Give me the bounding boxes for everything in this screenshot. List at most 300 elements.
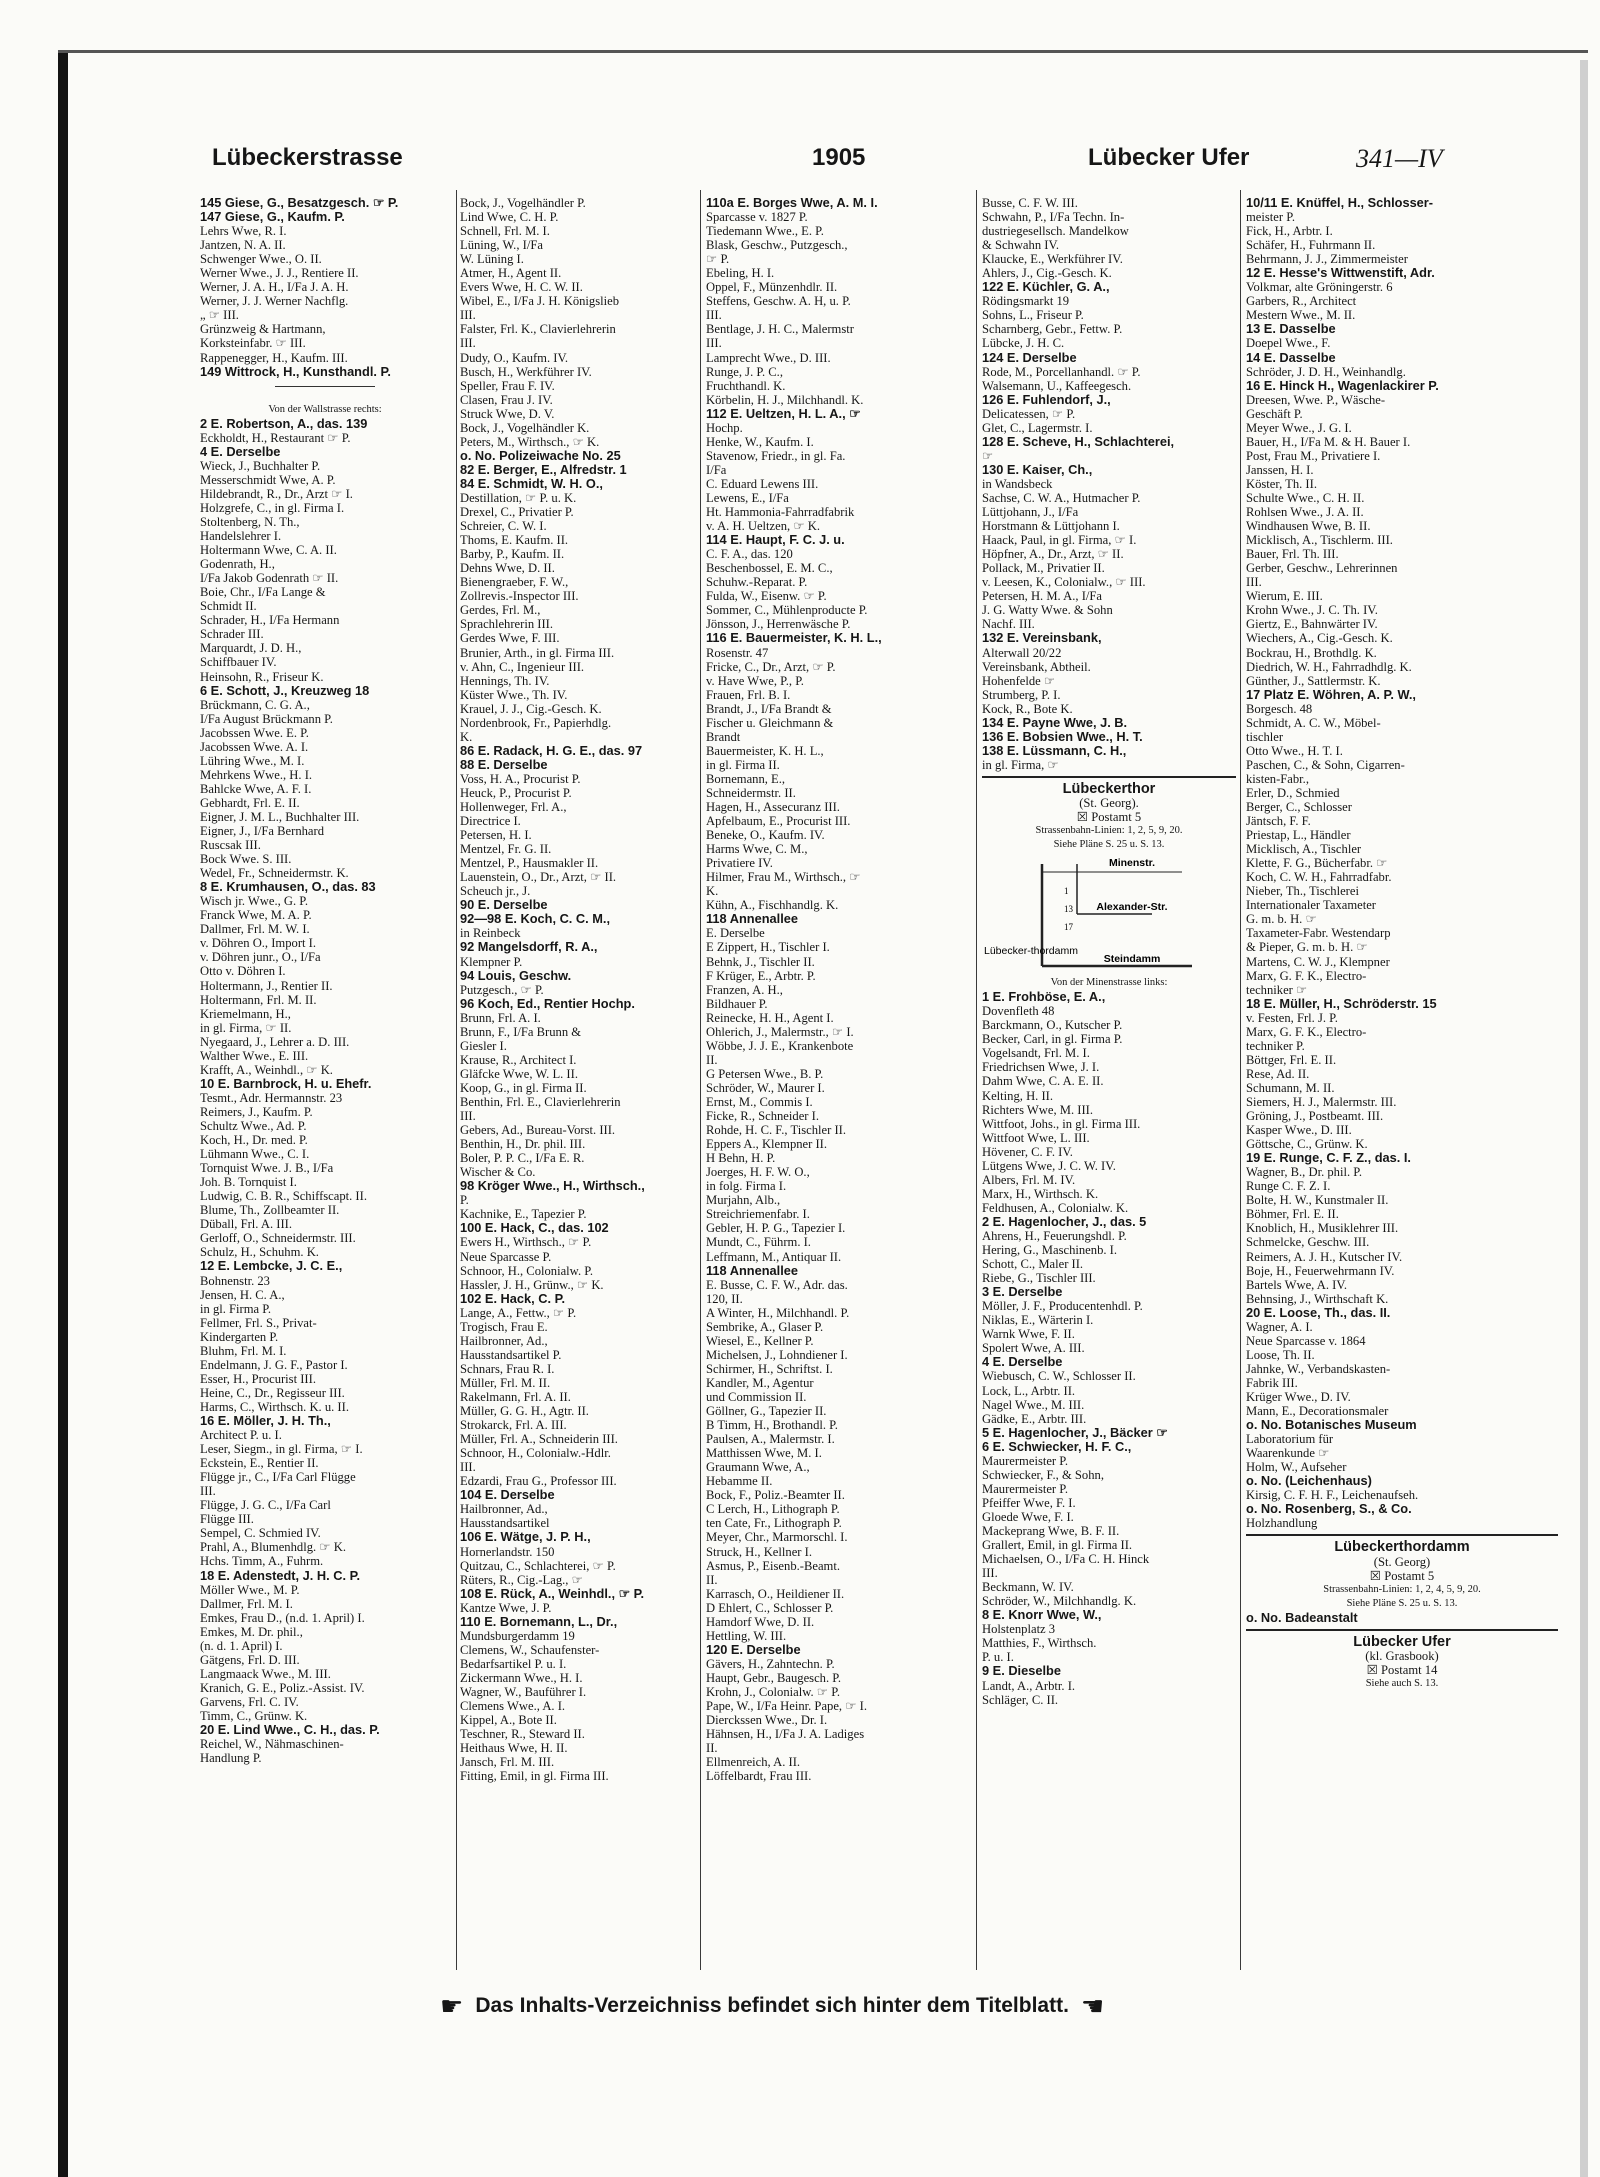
house-entry: 112 E. Ueltzen, H. L. A., ☞ [706, 406, 861, 421]
resident-entry: Voss, H. A., Procurist P. [460, 771, 581, 786]
resident-entry: Küster Wwe., Th. IV. [460, 687, 568, 702]
house-entry: 16 E. Hinck H., Wagenlackirer P. [1246, 378, 1439, 393]
resident-entry: Pollack, M., Privatier II. [982, 561, 1105, 576]
resident-entry: Hailbronner, Ad., [460, 1502, 548, 1517]
resident-entry: Lamprecht Wwe., D. III. [706, 350, 831, 365]
resident-entry: Lühring Wwe., M. I. [200, 753, 305, 768]
house-entry: 116 E. Bauermeister, K. H. L., [706, 631, 882, 646]
resident-entry: II. [706, 1741, 718, 1756]
house-number-label: 13 [1064, 904, 1073, 915]
resident-entry: Micklisch, A., Tischler [1246, 842, 1362, 857]
section-heading: Lübeckerthor [982, 776, 1236, 796]
resident-entry: Erler, D., Schmied [1246, 785, 1340, 800]
resident-entry: Maurermeister P. [982, 1453, 1069, 1468]
resident-entry: Doepel Wwe., F. [1246, 336, 1331, 351]
resident-entry: Neue Sparcasse P. [460, 1249, 552, 1264]
resident-entry: Rakelmann, Frl. A. II. [460, 1389, 571, 1404]
resident-entry: Matthissen Wwe, M. I. [706, 1446, 822, 1461]
header-right-street: Lübecker Ufer [1088, 144, 1250, 171]
resident-entry: Joerges, H. F. W. O., [706, 1165, 810, 1180]
resident-entry: Wiebusch, C. W., Schlosser II. [982, 1369, 1136, 1384]
resident-entry: Riebe, G., Tischler III. [982, 1271, 1096, 1286]
resident-entry: Maurermeister P. [982, 1481, 1069, 1496]
street-map [982, 854, 1236, 974]
resident-entry: Nagel Wwe., M. III. [982, 1397, 1085, 1412]
resident-entry: Busch, H., Werkführer IV. [460, 364, 592, 379]
resident-entry: Ruscsak III. [200, 838, 261, 853]
resident-entry: Kindergarten P. [200, 1329, 279, 1344]
street-bottom-label: Steindamm [1103, 953, 1161, 966]
section-subheading: (St. Georg) [1373, 1554, 1431, 1569]
resident-entry: Rosenstr. 47 [706, 645, 769, 660]
resident-entry: Behnk, J., Tischler II. [706, 954, 815, 969]
resident-entry: Schumann, M. II. [1246, 1080, 1335, 1095]
resident-entry: III. [982, 1566, 998, 1581]
resident-entry: Bahlcke Wwe, A. F. I. [200, 781, 312, 796]
resident-entry: W. Lüning I. [460, 252, 524, 267]
resident-entry: Friedrichsen Wwe, J. I. [982, 1060, 1100, 1075]
resident-entry: Hassler, J. H., Grünw., ☞ K. [460, 1277, 604, 1292]
resident-entry: Marquardt, J. D. H., [200, 641, 302, 656]
resident-entry: Hailbronner, Ad., [460, 1333, 548, 1348]
house-entry: 13 E. Dasselbe [1246, 322, 1336, 337]
resident-entry: Brandt, J., I/Fa Brandt & [706, 701, 832, 716]
resident-entry: v. Leesen, K., Colonialw., ☞ III. [982, 575, 1146, 590]
resident-entry: Klaucke, E., Werkführer IV. [982, 252, 1123, 267]
resident-entry: Kandler, M., Agentur [706, 1375, 814, 1390]
resident-entry: Giertz, E., Bahnwärter IV. [1246, 617, 1378, 632]
resident-entry: Bluhm, Frl. M. I. [200, 1343, 287, 1358]
resident-entry: Sohns, L., Friseur P. [982, 308, 1084, 323]
house-entry: 110 E. Bornemann, L., Dr., [460, 1614, 618, 1629]
resident-entry: Göttsche, C., Grünw. K. [1246, 1137, 1368, 1152]
spacer [200, 393, 450, 403]
resident-entry: v. Have Wwe, P., P. [706, 673, 804, 688]
resident-entry: Falster, Frl. K., Clavierlehrerin [460, 322, 616, 337]
house-entry: 19 E. Runge, C. F. Z., das. I. [1246, 1151, 1411, 1166]
resident-entry: Landt, A., Arbtr. I. [982, 1678, 1076, 1693]
section-subheading: ☒ Postamt 14 [1366, 1662, 1438, 1677]
house-entry: 9 E. Dieselbe [982, 1664, 1061, 1679]
resident-entry: Böttger, Frl. E. II. [1246, 1052, 1337, 1067]
section-note: Strassenbahn-Linien: 1, 2, 4, 5, 9, 20. [1323, 1583, 1481, 1595]
resident-entry: v. Ahn, C., Ingenieur III. [460, 659, 585, 674]
resident-entry: Matthies, F., Wirthsch. [982, 1636, 1097, 1651]
house-entry: o. No. (Leichenhaus) [1246, 1474, 1372, 1489]
resident-entry: Alterwall 20/22 [982, 645, 1062, 660]
resident-entry: Murjahn, Alb., [706, 1193, 781, 1208]
resident-entry: Quitzau, C., Schlachterei, ☞ P. [460, 1558, 616, 1573]
resident-entry: Kachnike, E., Tapezier P. [460, 1207, 587, 1222]
resident-entry: Bauer, H., I/Fa M. & H. Bauer I. [1246, 434, 1411, 449]
page-header [200, 144, 1560, 178]
resident-entry: Lehrs Wwe, R. I. [200, 224, 287, 239]
house-entry: 4 E. Derselbe [200, 444, 281, 459]
resident-entry: Koch, C. W. H., Fahrradfabr. [1246, 870, 1392, 885]
section-subheading: (St. Georg). [1079, 795, 1139, 810]
pointing-hand-icon: ☛ [440, 1991, 464, 2021]
resident-entry: A Winter, H., Milchhandl. P. [706, 1305, 850, 1320]
scan-border-left [58, 50, 68, 2177]
resident-entry: III. [706, 308, 722, 323]
resident-entry: Walther Wwe., E. III. [200, 1048, 309, 1063]
resident-entry: Teschner, R., Steward II. [460, 1727, 585, 1742]
house-entry: 130 E. Kaiser, Ch., [982, 462, 1093, 477]
resident-entry: v. A. H. Ueltzen, ☞ K. [706, 519, 821, 534]
resident-entry: Jacobssen Wwe. A. I. [200, 739, 309, 754]
resident-entry: Benthin, Frl. E., Clavierlehrerin [460, 1095, 621, 1109]
resident-entry: Krauel, J. J., Cig.-Gesch. K. [460, 701, 602, 716]
resident-entry: Schnoor, H., Colonialw. P. [460, 1263, 594, 1278]
resident-entry: Edzardi, Frau G., Professor III. [460, 1474, 617, 1489]
directory-column-5 [1246, 196, 1558, 1976]
resident-entry: Trogisch, Frau E. [460, 1319, 548, 1334]
resident-entry: Hennings, Th. IV. [460, 673, 550, 688]
resident-entry: Dovenfleth 48 [982, 1004, 1055, 1019]
street-map-drawing [982, 854, 1232, 974]
resident-entry: Kühn, A., Fischhandlg. K. [706, 898, 839, 913]
resident-entry: Jahnke, W., Verbandskasten- [1246, 1361, 1391, 1376]
resident-entry: G Petersen Wwe., B. P. [706, 1066, 824, 1081]
resident-entry: Holtermann, J., Rentier II. [200, 978, 333, 993]
resident-entry: Boie, Chr., I/Fa Lange & [200, 585, 326, 600]
resident-entry: III. [706, 336, 722, 351]
resident-entry: Micklisch, A., Tischlerm. III. [1246, 533, 1393, 548]
resident-entry: Marx, H., Wirthsch. K. [982, 1186, 1099, 1201]
resident-entry: Bockrau, H., Brothdlg. K. [1246, 645, 1377, 660]
resident-entry: 120, II. [706, 1291, 743, 1306]
resident-entry: Loose, Th. II. [1246, 1347, 1315, 1362]
resident-entry: Schirmer, H., Schriftst. I. [706, 1361, 833, 1376]
resident-entry: Wibel, E., I/Fa J. H. Königslieb [460, 294, 619, 309]
resident-entry: Hochp. [706, 420, 743, 435]
resident-entry: Bolte, H. W., Kunstmaler II. [1246, 1193, 1389, 1208]
resident-entry: Schläger, C. II. [982, 1692, 1059, 1707]
resident-entry: Barby, P., Kaufm. II. [460, 547, 565, 562]
resident-entry: Spolert Wwe, A. III. [982, 1341, 1085, 1356]
resident-entry: Hornerlandstr. 150 [460, 1544, 555, 1559]
resident-entry: v. Festen, Frl. J. P. [1246, 1010, 1338, 1025]
directory-column-3 [706, 196, 972, 1976]
resident-entry: Körbelin, H. J., Milchhandl. K. [706, 392, 864, 407]
resident-entry: Frauen, Frl. B. I. [706, 687, 791, 702]
column-divider [700, 190, 701, 1970]
resident-entry: Kelting, H. II. [982, 1088, 1053, 1103]
house-entry: 12 E. Hesse's Wittwenstift, Adr. [1246, 266, 1435, 281]
house-entry: 138 E. Lüssmann, C. H., [982, 743, 1127, 758]
resident-entry: Mestern Wwe., M. II. [1246, 308, 1356, 323]
house-entry: 12 E. Lembcke, J. C. E., [200, 1259, 343, 1274]
resident-entry: kisten-Fabr., [1246, 771, 1309, 786]
resident-entry: Rese, Ad. II. [1246, 1066, 1310, 1081]
resident-entry: Mann, E., Decorationsmaler [1246, 1404, 1389, 1419]
resident-entry: Schiffbauer IV. [200, 655, 277, 670]
resident-entry: Bildhauer P. [706, 996, 768, 1011]
resident-entry: Sempel, C. Schmied IV. [200, 1526, 321, 1541]
resident-entry: Bock Wwe. S. III. [200, 852, 292, 867]
resident-entry: Prahl, A., Blumenhdlg. ☞ K. [200, 1540, 346, 1555]
resident-entry: E. Busse, C. F. W., Adr. das. [706, 1277, 848, 1292]
resident-entry: Lauenstein, O., Dr., Arzt, ☞ II. [460, 870, 617, 885]
resident-entry: Garbers, R., Architect [1246, 294, 1357, 309]
resident-entry: Reichel, W., Nähmaschinen- [200, 1737, 344, 1752]
resident-entry: Zollrevis.-Inspector III. [460, 589, 579, 604]
resident-entry: Boler, P. P. C., I/Fa E. R. [460, 1151, 585, 1166]
resident-entry: Messerschmidt Wwe, A. P. [200, 472, 336, 487]
resident-entry: Henke, W., Kaufm. I. [706, 434, 814, 449]
resident-entry: Kriemelmann, H., [200, 1006, 291, 1021]
resident-entry: Windhausen Wwe, B. II. [1246, 519, 1371, 534]
resident-entry: Albers, Frl. M. IV. [982, 1172, 1076, 1187]
resident-entry: Leffmann, M., Antiquar II. [706, 1249, 842, 1264]
house-entry: 124 E. Derselbe [982, 350, 1077, 365]
resident-entry: Haack, Paul, in gl. Firma, ☞ I. [982, 533, 1137, 548]
resident-entry: Sommer, C., Mühlenproducte P. [706, 603, 868, 618]
resident-entry: Bentlage, J. H. C., Malermstr [706, 322, 854, 337]
resident-entry: Hildebrandt, R., Dr., Arzt ☞ I. [200, 486, 353, 501]
resident-entry: Borgesch. 48 [1246, 701, 1313, 716]
resident-entry: Gläfcke Wwe, W. L. II. [460, 1066, 578, 1081]
house-entry: 92—98 E. Koch, C. C. M., [460, 912, 611, 927]
house-entry: 104 E. Derselbe [460, 1488, 555, 1503]
house-entry: 18 E. Adenstedt, J. H. C. P. [200, 1568, 361, 1583]
house-entry: 134 E. Payne Wwe, J. B. [982, 715, 1128, 730]
resident-entry: Bock, J., Vogelhändler P. [460, 196, 586, 210]
resident-entry: Klette, F. G., Bücherfabr. ☞ [1246, 856, 1388, 871]
house-entry: 106 E. Wätge, J. P. H., [460, 1530, 591, 1545]
resident-entry: Struck, H., Kellner I. [706, 1544, 812, 1559]
resident-entry: Barckmann, O., Kutscher P. [982, 1018, 1123, 1033]
resident-entry: E. Derselbe [706, 926, 765, 941]
resident-entry: Gerdes Wwe, F. III. [460, 631, 560, 646]
resident-entry: Hausstandsartikel P. [460, 1347, 562, 1362]
resident-entry: und Commission II. [706, 1389, 807, 1404]
resident-entry: C. Eduard Lewens III. [706, 476, 819, 491]
house-entry: 3 E. Derselbe [982, 1285, 1063, 1300]
resident-entry: Gädke, E., Arbtr. III. [982, 1411, 1087, 1426]
resident-entry: Höpfner, A., Dr., Arzt, ☞ II. [982, 547, 1124, 562]
resident-entry: Brandt [706, 729, 741, 744]
resident-entry: Grünzweig & Hartmann, [200, 322, 326, 337]
resident-entry: Strokarck, Frl. A. III. [460, 1418, 567, 1433]
resident-entry: Leser, Siegm., in gl. Firma, ☞ I. [200, 1442, 363, 1457]
resident-entry: Paschen, C., & Sohn, Cigarren- [1246, 757, 1405, 772]
resident-entry: Fabrik III. [1246, 1375, 1298, 1390]
resident-entry: Heithaus Wwe, H. II. [460, 1741, 568, 1756]
resident-entry: Schnars, Frau R. I. [460, 1361, 555, 1376]
resident-entry: Schwenger Wwe., O. II. [200, 252, 322, 267]
resident-entry: Runge, J. P. C., [706, 364, 783, 379]
resident-entry: Holtermann, Frl. M. II. [200, 992, 317, 1007]
resident-entry: in folg. Firma I. [706, 1179, 787, 1194]
resident-entry: & Schwahn IV. [982, 238, 1060, 253]
resident-entry: Fischer u. Gleichmann & [706, 715, 834, 730]
resident-entry: Eppers A., Klempner II. [706, 1137, 828, 1152]
resident-entry: Behnsing, J., Wirthschaft K. [1246, 1291, 1389, 1306]
scan-border-top [58, 50, 1588, 53]
resident-entry: v. Döhren junr., O., I/Fa [200, 950, 321, 965]
resident-entry: Scheuch jr., J. [460, 884, 531, 899]
resident-entry: Boje, H., Feuerwehrmann IV. [1246, 1263, 1395, 1278]
resident-entry: III. [200, 1484, 216, 1499]
resident-entry: Sembrike, A., Glaser P. [706, 1319, 824, 1334]
resident-entry: Niklas, E., Wärterin I. [982, 1313, 1094, 1328]
resident-entry: Bohnenstr. 23 [200, 1273, 270, 1288]
resident-entry: Behrmann, J. J., Zimmermeister [1246, 252, 1408, 267]
house-number-label: 17 [1064, 922, 1073, 933]
resident-entry: Busse, C. F. W. III. [982, 196, 1078, 210]
resident-entry: Martens, C. W. J., Klempner [1246, 954, 1390, 969]
header-year: 1905 [812, 144, 866, 171]
resident-entry: Fruchthandl. K. [706, 378, 786, 393]
house-entry: 136 E. Bobsien Wwe., H. T. [982, 729, 1143, 744]
resident-entry: Otto v. Döhren I. [200, 964, 286, 979]
resident-entry: Gebler, H. P. G., Tapezier I. [706, 1221, 846, 1236]
header-page-number: 341—IV [1356, 144, 1443, 173]
house-entry: 1 E. Frohböse, E. A., [982, 990, 1106, 1005]
resident-entry: Hchs. Timm, A., Fuhrm. [200, 1554, 324, 1569]
resident-entry: III. [460, 1460, 476, 1475]
resident-entry: Möller Wwe., M. P. [200, 1582, 300, 1597]
resident-entry: Evers Wwe, H. C. W. II. [460, 280, 583, 295]
resident-entry: Brunier, Arth., in gl. Firma III. [460, 645, 615, 660]
resident-entry: Wittfoot, Johs., in gl. Firma III. [982, 1116, 1141, 1131]
house-entry: o. No. Botanisches Museum [1246, 1418, 1417, 1433]
resident-entry: Taxameter-Fabr. Westendarp [1246, 926, 1391, 941]
section-rule [200, 379, 450, 393]
resident-entry: Beneke, O., Kaufm. IV. [706, 828, 825, 843]
resident-entry: B Timm, H., Brothandl. P. [706, 1418, 838, 1433]
resident-entry: Dudy, O., Kaufm. IV. [460, 350, 569, 365]
resident-entry: Göllner, G., Tapezier II. [706, 1404, 827, 1419]
resident-entry: Krüger Wwe., D. IV. [1246, 1389, 1351, 1404]
resident-entry: Sprachlehrerin III. [460, 617, 554, 632]
house-entry: 149 Wittrock, H., Kunsthandl. P. [200, 364, 391, 379]
resident-entry: Beckmann, W. IV. [982, 1580, 1074, 1595]
resident-entry: Dahm Wwe, C. A. E. II. [982, 1074, 1104, 1089]
resident-entry: III. [1246, 575, 1262, 590]
resident-entry: Ebeling, H. I. [706, 266, 775, 281]
house-entry: 122 E. Küchler, G. A., [982, 280, 1110, 295]
house-entry: 96 Koch, Ed., Rentier Hochp. [460, 996, 635, 1011]
directory-column-2 [460, 196, 696, 1976]
resident-entry: Gätgens, Frl. D. III. [200, 1652, 300, 1667]
resident-entry: Köster, Th. II. [1246, 476, 1317, 491]
resident-entry: D Ehlert, C., Schlosser P. [706, 1600, 834, 1615]
resident-entry: in gl. Firma II. [706, 757, 780, 772]
resident-entry: Jacobssen Wwe. E. P. [200, 725, 309, 740]
resident-entry: Eigner, J. M. L., Buchhalter III. [200, 809, 360, 824]
resident-entry: Hettling, W. III. [706, 1628, 787, 1643]
resident-entry: Schmidt, A. C. W., Möbel- [1246, 715, 1381, 730]
resident-entry: Harms Wwe, C. M., [706, 842, 808, 857]
resident-entry: Wedel, Fr., Schneidermstr. K. [200, 866, 349, 881]
resident-entry: Koop, G., in gl. Firma II. [460, 1080, 587, 1095]
resident-entry: E Zippert, H., Tischler I. [706, 940, 830, 955]
resident-entry: Berger, C., Schlosser [1246, 800, 1352, 815]
resident-entry: Hilmer, Frau M., Wirthsch., ☞ [706, 870, 861, 885]
resident-entry: Post, Frau M., Privatiere I. [1246, 448, 1381, 463]
resident-entry: Holzhandlung [1246, 1516, 1318, 1531]
resident-entry: Pape, W., I/Fa Heinr. Pape, ☞ I. [706, 1699, 867, 1714]
resident-entry: Reimers, A. J. H., Kutscher IV. [1246, 1249, 1403, 1264]
house-entry: 4 E. Derselbe [982, 1355, 1063, 1370]
resident-entry: Wagner, A. I. [1246, 1319, 1313, 1334]
resident-entry: Günther, J., Sattlermstr. K. [1246, 673, 1381, 688]
resident-entry: I/Fa August Brückmann P. [200, 711, 333, 726]
resident-entry: Wierum, E. III. [1246, 589, 1323, 604]
resident-entry: Düball, Frl. A. III. [200, 1217, 292, 1232]
resident-entry: ☞ P. [706, 252, 730, 267]
resident-entry: P. u. I. [982, 1650, 1014, 1665]
resident-entry: Schulz, H., Schuhm. K. [200, 1245, 319, 1260]
resident-entry: Schäfer, H., Fuhrmann II. [1246, 238, 1376, 253]
house-entry: 17 Platz E. Wöhren, A. P. W., [1246, 687, 1416, 702]
resident-entry: Runge C. F. Z. I. [1246, 1179, 1331, 1194]
resident-entry: Marx, G. F. K., Electro- [1246, 968, 1367, 983]
resident-entry: Hövener, C. F. IV. [982, 1144, 1073, 1159]
house-entry: 118 Annenallee [706, 912, 798, 927]
resident-entry: Ellmenreich, A. II. [706, 1755, 801, 1770]
resident-entry: Dierckssen Wwe., Dr. I. [706, 1713, 828, 1728]
resident-entry: Fulda, W., Eisenw. ☞ P. [706, 589, 827, 604]
resident-entry: Diedrich, W. H., Fahrradhdlg. K. [1246, 659, 1412, 674]
section-note: Siehe Pläne S. 25 u. S. 13. [1053, 839, 1165, 851]
resident-entry: Werner Wwe., J. J., Rentiere II. [200, 266, 359, 281]
resident-entry: Delicatessen, ☞ P. [982, 406, 1076, 421]
house-entry: 92 Mangelsdorff, R. A., [460, 940, 598, 955]
resident-entry: Hebamme II. [706, 1474, 773, 1489]
resident-entry: Janssen, H. I. [1246, 462, 1314, 477]
resident-entry: Holzgrefe, C., in gl. Firma I. [200, 500, 345, 515]
resident-entry: Wöbbe, J. J. E., Krankenbote [706, 1038, 854, 1053]
resident-entry: in gl. Firma P. [200, 1301, 272, 1316]
section-subheading: ☒ Postamt 5 [1369, 1568, 1435, 1583]
resident-entry: Hering, G., Maschinenb. I. [982, 1243, 1118, 1258]
resident-entry: Schuhw.-Reparat. P. [706, 575, 808, 590]
resident-entry: & Pieper, G. m. b. H. ☞ [1246, 940, 1368, 955]
house-entry: 14 E. Dasselbe [1246, 350, 1336, 365]
section-note: Siehe auch S. 13. [1365, 1677, 1439, 1689]
resident-entry: Dehns Wwe, D. II. [460, 561, 555, 576]
resident-entry: Petersen, H. M. A., I/Fa [982, 589, 1102, 604]
resident-entry: Nordenbrook, Fr., Papierhdlg. [460, 715, 612, 730]
resident-entry: Benthin, H., Dr. phil. III. [460, 1137, 586, 1152]
resident-entry: in Reinbeck [460, 926, 521, 941]
resident-entry: Jäntsch, F. F. [1246, 814, 1311, 829]
resident-entry: Pfeiffer Wwe, F. I. [982, 1495, 1076, 1510]
resident-entry: Marx, G. F. K., Electro- [1246, 1024, 1367, 1039]
resident-entry: Tesmt., Adr. Hermannstr. 23 [200, 1090, 343, 1105]
resident-entry: Apfelbaum, E., Procurist III. [706, 814, 851, 829]
resident-entry: Karrasch, O., Heildiener II. [706, 1586, 845, 1601]
resident-entry: Schultz Wwe., Ad. P. [200, 1119, 307, 1133]
resident-entry: Bornemann, E., [706, 771, 786, 786]
resident-entry: Sparcasse v. 1827 P. [706, 210, 808, 225]
resident-entry: Gebhardt, Frl. E. II. [200, 795, 300, 810]
resident-entry: Wittfoot Wwe, L. III. [982, 1130, 1090, 1145]
resident-entry: Jönsson, J., Herrenwäsche P. [706, 617, 851, 632]
resident-entry: Nieber, Th., Tischlerei [1246, 884, 1359, 899]
house-entry: 132 E. Vereinsbank, [982, 631, 1102, 646]
resident-entry: Dreesen, Wwe. P., Wäsche- [1246, 392, 1386, 407]
column-divider [456, 190, 457, 1970]
resident-entry: Blask, Geschw., Putzgesch., [706, 238, 848, 253]
house-entry: 110a E. Borges Wwe, A. M. I. [706, 196, 878, 210]
street-left-label: Lübecker-thordamm [984, 945, 1078, 958]
resident-entry: Wiesel, E., Kellner P. [706, 1333, 814, 1348]
resident-entry: Kasper Wwe., D. III. [1246, 1123, 1352, 1138]
